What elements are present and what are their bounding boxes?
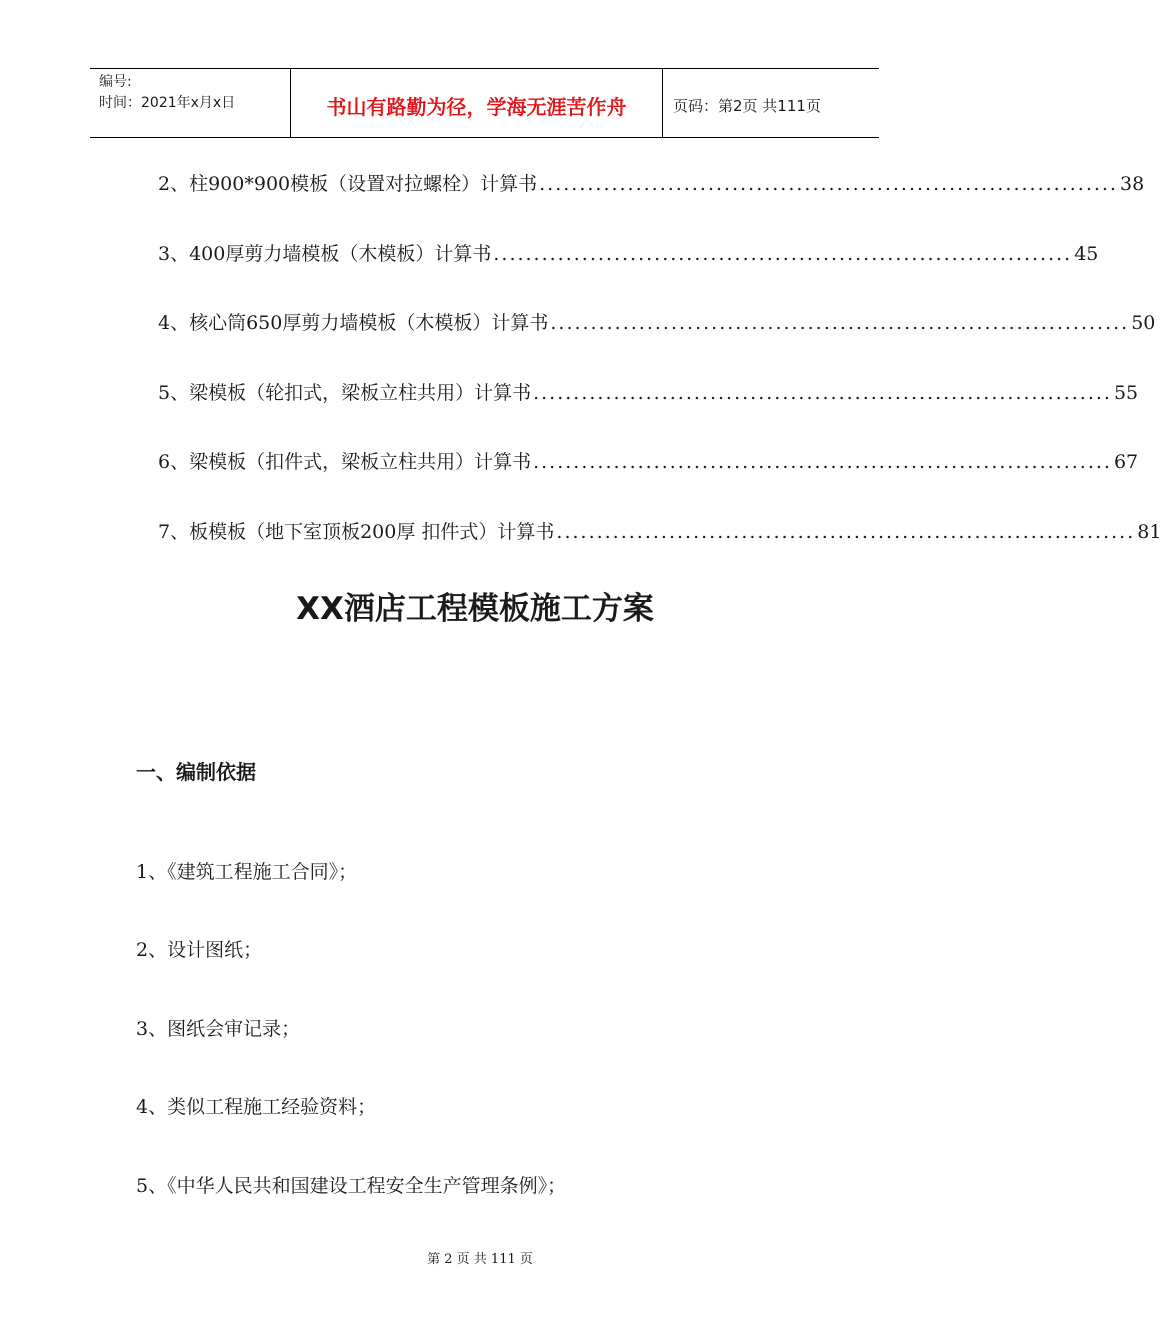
header-page-info: 页码：第2页 共111页 xyxy=(673,96,821,115)
basis-item: 1、《建筑工程施工合同》； xyxy=(136,861,358,883)
toc-entry[interactable] xyxy=(158,448,1139,476)
toc-entry-page: 81 xyxy=(1137,521,1161,543)
toc-entry-text: 7、板模板（地下室顶板200厚 扣件式）计算书 xyxy=(158,521,555,543)
toc-leader-dots: ........................................................................ xyxy=(556,521,1136,543)
toc-entry-text: 3、400厚剪力墙模板（木模板）计算书 xyxy=(158,243,492,265)
number-label: 编号: xyxy=(99,74,132,90)
document-title: XX酒店工程模板施工方案 xyxy=(296,591,654,627)
toc-entry-text: 6、梁模板（扣件式，梁板立柱共用）计算书 xyxy=(158,451,532,473)
toc-entry-page: 67 xyxy=(1113,451,1139,473)
toc-leader-dots: ........................................................................ xyxy=(550,312,1130,334)
toc-entry-page: 50 xyxy=(1131,312,1156,334)
toc-entry-page: 38 xyxy=(1119,173,1145,195)
toc-entry-page: 55 xyxy=(1113,382,1139,404)
toc-entry-page: 45 xyxy=(1074,243,1099,265)
toc-leader-dots: ........................................................................ xyxy=(493,243,1073,265)
toc-leader-dots: ........................................................................ xyxy=(539,173,1118,195)
toc-entry-text: 4、核心筒650厚剪力墙模板（木模板）计算书 xyxy=(158,312,549,334)
section-heading: 一、编制依据 xyxy=(136,760,256,784)
time-label: 时间：2021年x月x日 xyxy=(99,95,236,111)
toc-leader-dots: ........................................................................ xyxy=(533,451,1112,473)
toc-entry[interactable] xyxy=(158,518,1161,546)
toc-entry[interactable] xyxy=(158,170,1145,198)
basis-item: 4、类似工程施工经验资料； xyxy=(136,1096,377,1118)
toc-entry[interactable] xyxy=(158,309,1156,337)
page-header xyxy=(90,68,879,138)
basis-item: 3、图纸会审记录； xyxy=(136,1018,301,1040)
header-motto: 书山有路勤为径，学海无涯苦作舟 xyxy=(291,69,663,137)
toc-entry-text: 2、柱900*900模板（设置对拉螺栓）计算书 xyxy=(158,173,538,195)
basis-item: 5、《中华人民共和国建设工程安全生产管理条例》； xyxy=(136,1175,567,1197)
toc-entry[interactable] xyxy=(158,240,1099,268)
toc-leader-dots: ........................................................................ xyxy=(533,382,1112,404)
toc-entry[interactable] xyxy=(158,379,1139,407)
toc-entry-text: 5、梁模板（轮扣式，梁板立柱共用）计算书 xyxy=(158,382,532,404)
basis-item: 2、设计图纸； xyxy=(136,939,263,961)
page-footer: 第 2 页 共 111 页 xyxy=(427,1252,533,1267)
header-meta xyxy=(90,69,291,137)
